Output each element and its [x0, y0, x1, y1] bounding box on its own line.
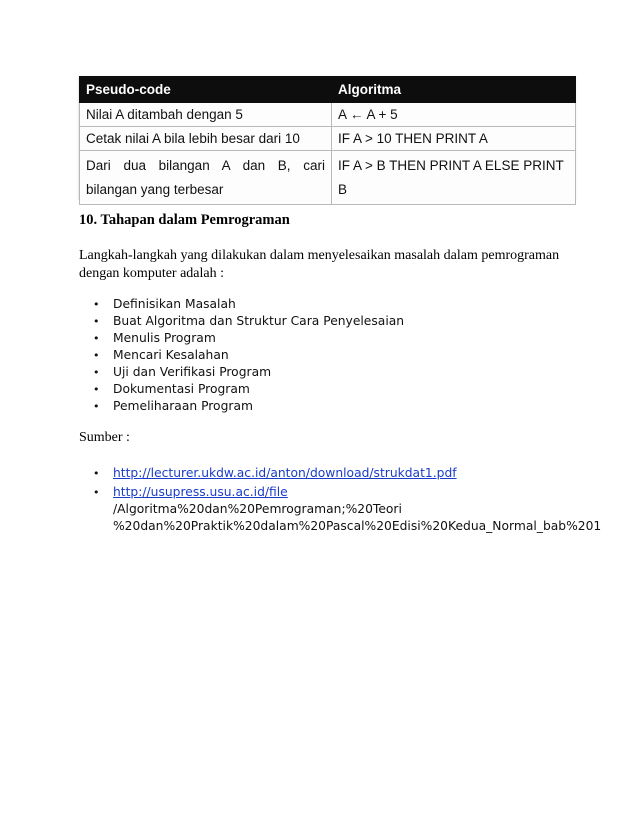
- list-item: [93, 313, 404, 330]
- source-link-rest: /Algoritma%20dan%20Pemrograman;%20Teori: [113, 502, 402, 516]
- table-cell-line: B: [338, 182, 348, 197]
- list-item: [93, 330, 404, 347]
- table-cell: [332, 151, 576, 205]
- bullet-icon: •: [93, 486, 100, 499]
- table-row: [80, 127, 576, 151]
- list-item: [93, 347, 404, 364]
- intro-paragraph: Langkah-langkah yang dilakukan dalam menyelesaikan masalah dalam pemrograman dengan komputer adalah :: [79, 248, 560, 281]
- list-item-label: Definisikan Masalah: [113, 297, 236, 311]
- pseudo-code-table: [79, 76, 575, 199]
- header-algoritma: Algoritma: [332, 77, 576, 103]
- section-heading: 10. Tahapan dalam Pemrograman: [79, 212, 290, 228]
- sources-list: [93, 465, 602, 537]
- list-item: [93, 381, 404, 398]
- table-cell: A ← A + 5: [332, 103, 576, 127]
- source-item: [93, 465, 573, 482]
- list-item: [93, 398, 404, 415]
- steps-list: [93, 296, 404, 415]
- source-link[interactable]: http://lecturer.ukdw.ac.id/anton/download/strukdat1.pdf: [113, 466, 457, 480]
- list-item: [93, 296, 404, 313]
- bullet-icon: •: [93, 383, 100, 396]
- bullet-icon: •: [93, 400, 100, 413]
- list-item-label: Mencari Kesalahan: [113, 348, 229, 362]
- table-cell: [80, 151, 332, 205]
- table-row: [80, 103, 576, 127]
- header-pseudo-code: Pseudo-code: [80, 77, 332, 103]
- table-cell: IF A > 10 THEN PRINT A: [332, 127, 576, 151]
- pseudo-code-table-grid: [79, 76, 576, 205]
- list-item-label: Pemeliharaan Program: [113, 399, 253, 413]
- list-item-label: Buat Algoritma dan Struktur Cara Penyelesaian: [113, 314, 405, 328]
- list-item-label: Menulis Program: [113, 331, 216, 345]
- table-cell-line: Dari dua bilangan A dan B, cari: [86, 158, 325, 173]
- list-item-label: Dokumentasi Program: [113, 382, 250, 396]
- bullet-icon: •: [93, 467, 100, 480]
- bullet-icon: •: [93, 349, 100, 362]
- sources-label: Sumber :: [79, 430, 130, 445]
- bullet-icon: •: [93, 298, 100, 311]
- table-cell: Cetak nilai A bila lebih besar dari 10: [80, 127, 332, 151]
- source-item: [93, 484, 602, 535]
- list-item: [93, 364, 404, 381]
- source-link-continuation: %20dan%20Praktik%20dalam%20Pascal%20Edisi%20Kedua_Normal_bab%201: [113, 519, 602, 533]
- source-link[interactable]: http://usupress.usu.ac.id/file: [113, 485, 288, 499]
- table-cell-line: bilangan yang terbesar: [86, 182, 224, 197]
- bullet-icon: •: [93, 366, 100, 379]
- table-cell: Nilai A ditambah dengan 5: [80, 103, 332, 127]
- list-item-label: Uji dan Verifikasi Program: [113, 365, 272, 379]
- table-header-row: [80, 77, 576, 103]
- table-row: [80, 151, 576, 205]
- table-cell-line: IF A > B THEN PRINT A ELSE PRINT: [338, 158, 564, 173]
- bullet-icon: •: [93, 332, 100, 345]
- bullet-icon: •: [93, 315, 100, 328]
